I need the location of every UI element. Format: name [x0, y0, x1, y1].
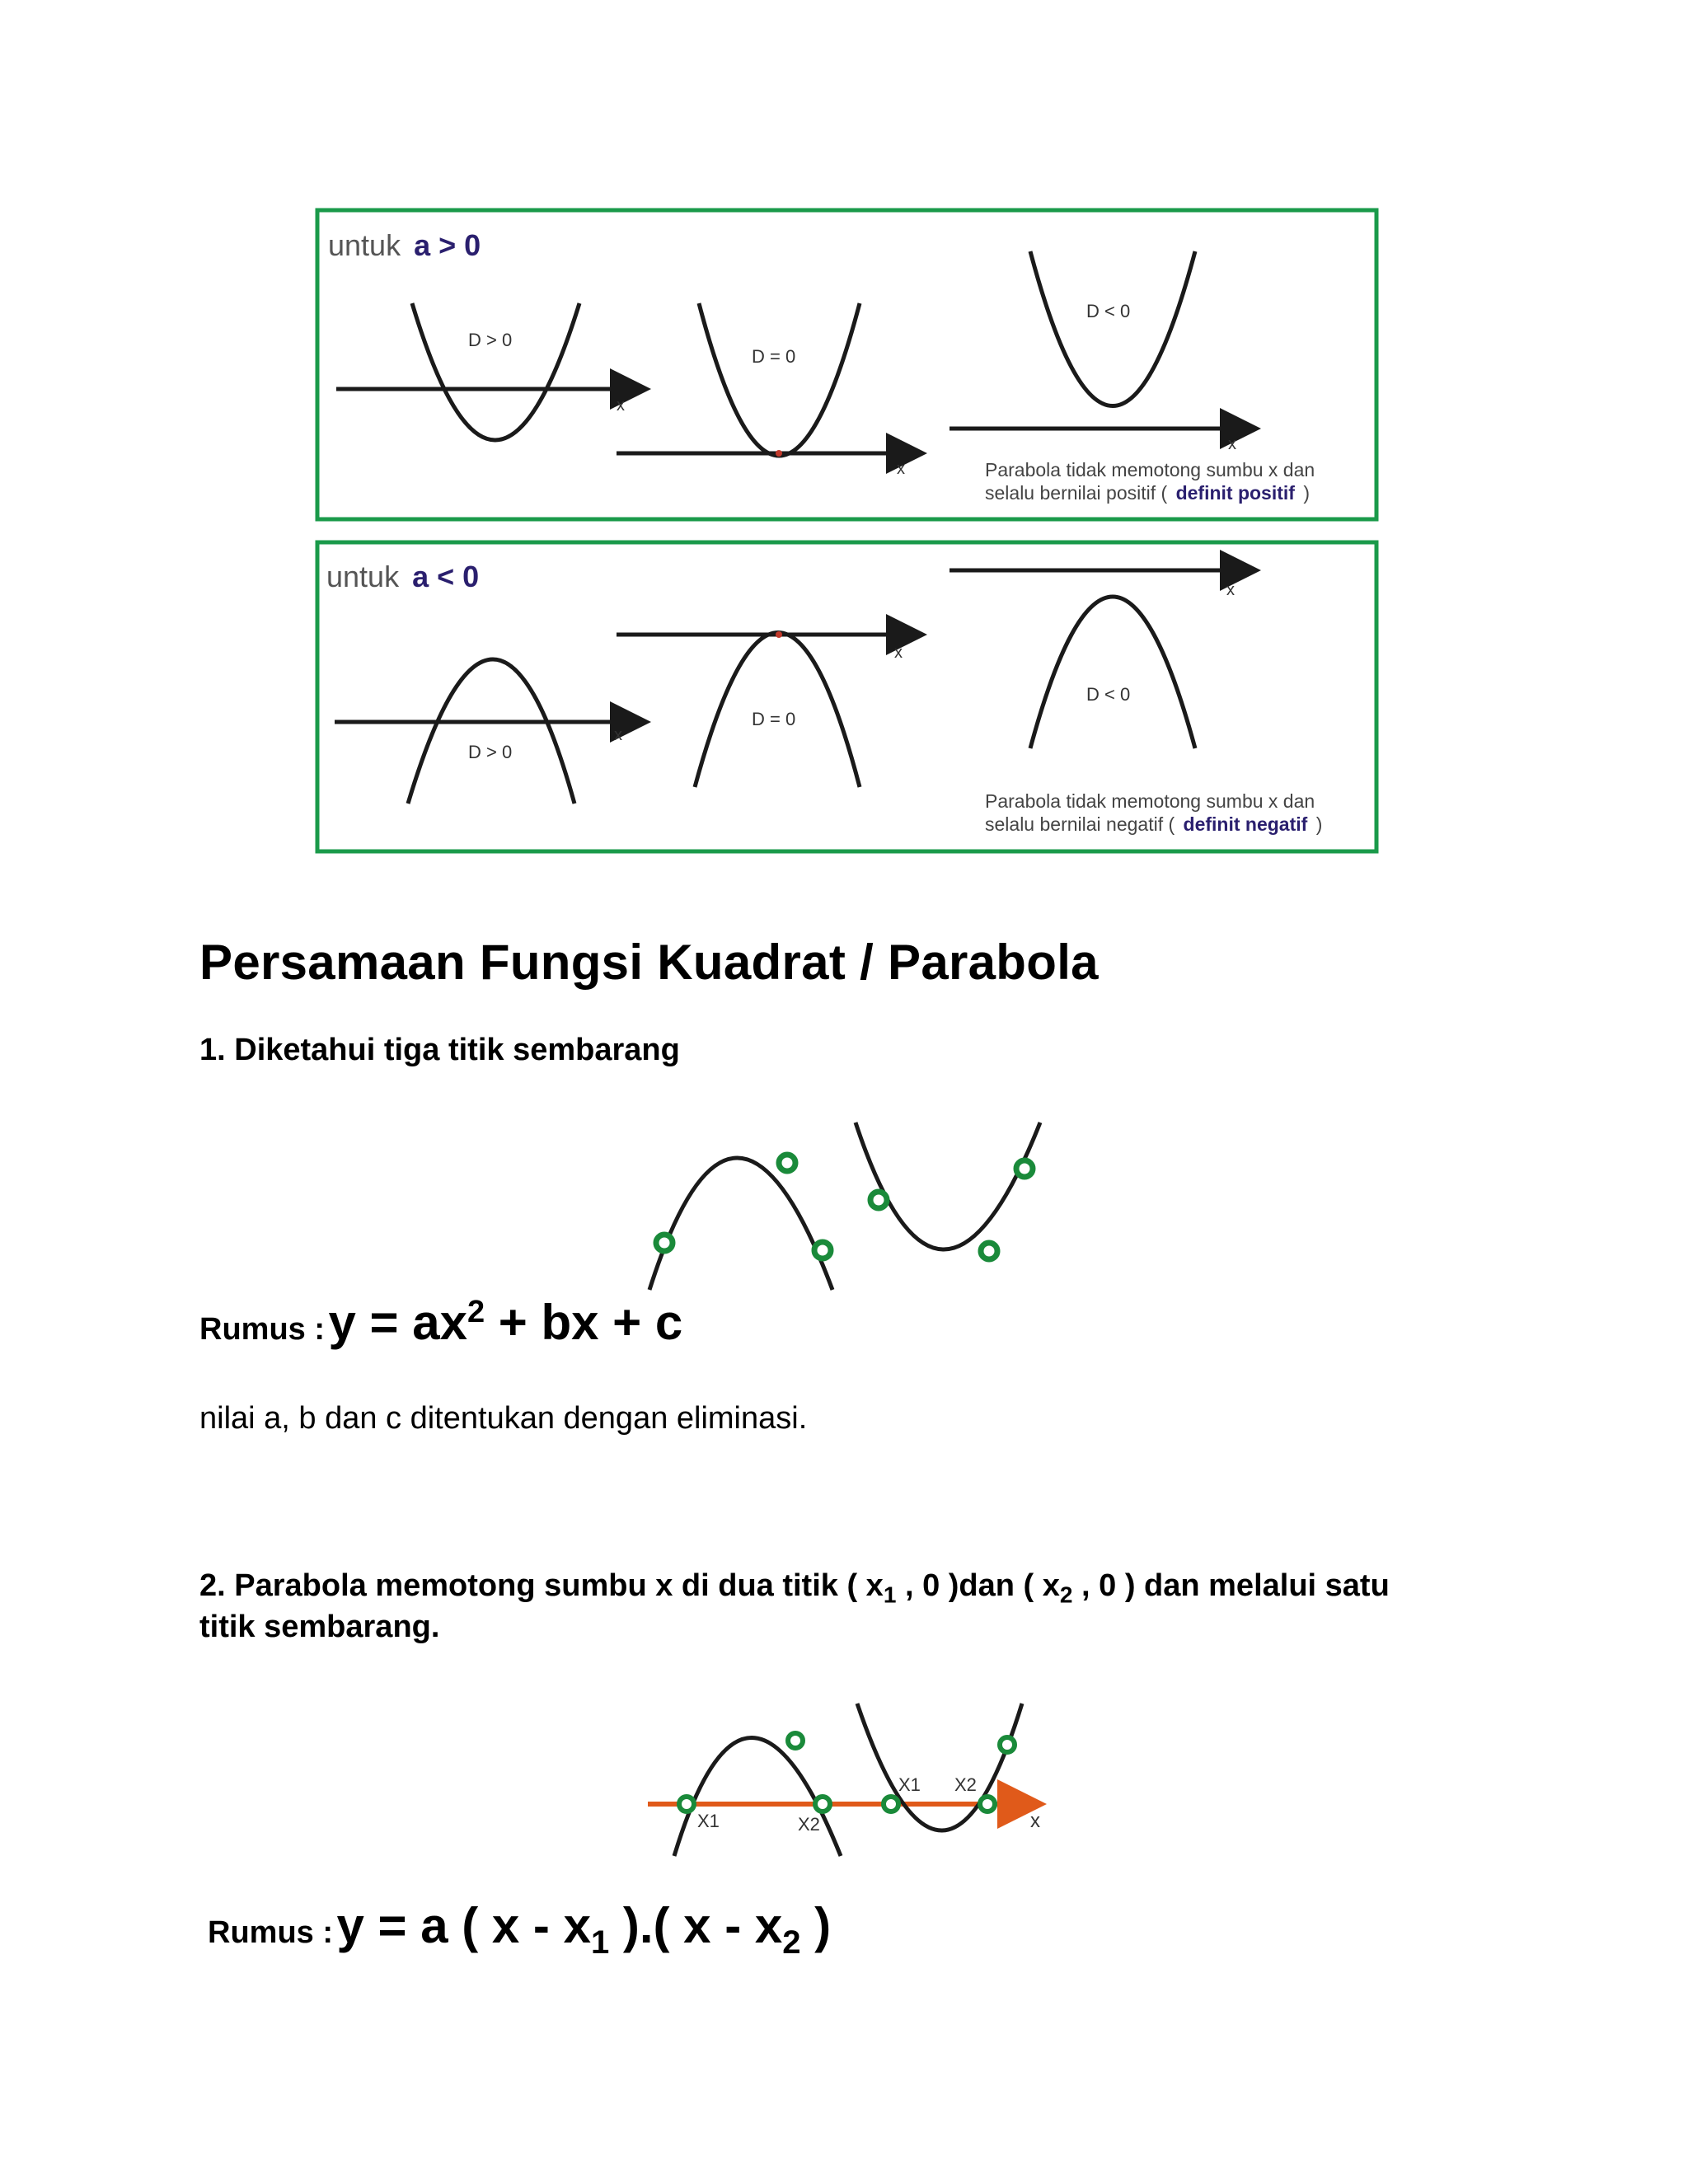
root-label: X1 [697, 1811, 720, 1831]
touch-point [776, 631, 782, 638]
panel-note-line1: Parabola tidak memotong sumbu x dan [985, 459, 1315, 480]
upward-parabola [856, 1122, 1040, 1249]
root-point [815, 1797, 830, 1811]
root-point [980, 1797, 995, 1811]
panel-a-negative [317, 542, 1376, 851]
graph-label: D > 0 [468, 742, 513, 762]
rumus-label: Rumus : [199, 1312, 325, 1347]
panel-heading: untuk a < 0 [326, 560, 480, 593]
given-point [656, 1235, 673, 1251]
panel-note-line1: Parabola tidak memotong sumbu x dan [985, 790, 1315, 812]
downward-parabola [649, 1158, 832, 1290]
axis-label: x [617, 396, 625, 415]
axis-label: x [894, 644, 903, 662]
item2-rumus [208, 1897, 831, 1961]
downward-parabola [674, 1738, 841, 1857]
root-label: X2 [798, 1814, 820, 1835]
axis-label: x [1030, 1810, 1040, 1832]
root-label: X1 [898, 1774, 921, 1795]
item1-rumus [199, 1294, 682, 1351]
graph-label: D = 0 [752, 709, 796, 729]
graph-label: D < 0 [1086, 684, 1131, 705]
root-point [884, 1797, 898, 1811]
given-point [981, 1243, 997, 1259]
root-label: X2 [954, 1774, 977, 1795]
item1-heading: 1. Diketahui tiga titik sembarang [199, 1033, 680, 1067]
upward-parabola [857, 1704, 1022, 1830]
axis-label: x [1228, 435, 1236, 453]
given-point [779, 1155, 795, 1171]
given-point [1000, 1737, 1015, 1752]
panel-heading: untuk a > 0 [328, 228, 481, 262]
given-point [870, 1192, 887, 1208]
item2-heading-line2: titik sembarang. [199, 1610, 440, 1644]
item2-heading: 2. Parabola memotong sumbu x di dua titik ( $x_1$ , 0 )dan ( $x_2$ , 0 ) dan melalui satu [199, 1568, 1390, 1608]
formula-factored: y = a ( x - $x_1$ ).( x - $x_2$ ) [336, 1898, 832, 1961]
graph-label: D < 0 [1086, 301, 1131, 321]
panel-note-line2: selalu bernilai negatif ( definit negatif ) [985, 813, 1323, 835]
axis-label: x [614, 726, 622, 744]
axis-label: x [1226, 581, 1235, 599]
axis-label: x [897, 460, 905, 478]
rumus-label: Rumus : [208, 1915, 333, 1950]
root-point [679, 1797, 694, 1811]
panel-note-line2: selalu bernilai positif ( definit positif ) [985, 482, 1310, 504]
three-points-figure [626, 1104, 1063, 1302]
section-title: Persamaan Fungsi Kuadrat / Parabola [199, 935, 1099, 990]
item1-note: nilai a, b dan c ditentukan dengan eliminasi. [199, 1401, 808, 1436]
graph-label: D > 0 [468, 330, 513, 350]
given-point [814, 1242, 831, 1258]
given-point [788, 1733, 803, 1748]
touch-point [776, 450, 782, 457]
roots-figure [635, 1685, 1063, 1871]
formula-general: $y = ax^2$ + bx + c [328, 1295, 683, 1350]
given-point [1016, 1160, 1033, 1177]
discriminant-figure [0, 0, 1688, 890]
graph-label: D = 0 [752, 346, 796, 367]
panel-a-positive [317, 210, 1376, 519]
